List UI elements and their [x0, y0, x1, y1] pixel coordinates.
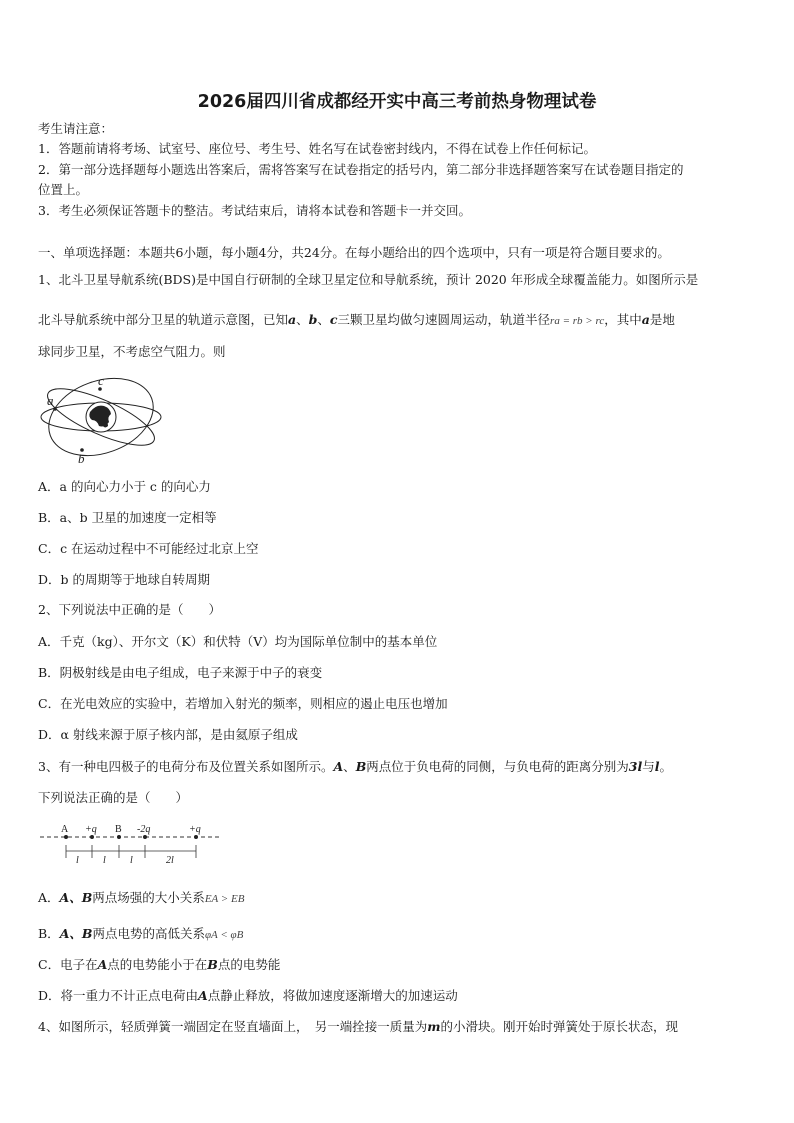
satellite-orbit-diagram — [36, 370, 166, 466]
q2-option-c: C．在光电效应的实验中，若增加入射光的频率，则相应的遏止电压也增加 — [38, 696, 448, 711]
label-a: a — [47, 393, 54, 408]
spacing-4: 2l — [166, 855, 174, 866]
q2-option-d: D．α 射线来源于原子核内部，是由氦原子组成 — [38, 727, 298, 742]
q3-stem-line1: 3、有一种电四极子的电荷分布及位置关系如图所示。A、B两点位于负电荷的同侧，与负电荷的距离分别为3l与l。 — [38, 759, 673, 774]
spacing-3: l — [130, 855, 133, 866]
label-c: c — [98, 373, 104, 388]
spacing-1: l — [76, 855, 79, 866]
q1-option-a: A．a 的向心力小于 c 的向心力 — [38, 479, 211, 494]
charge-minus-2q — [143, 835, 147, 839]
q4-stem-line1: 4、如图所示，轻质弹簧一端固定在竖直墙面上， 另一端拴接一质量为m的小滑块。刚开始时弹簧处于原长状态，现 — [38, 1019, 678, 1034]
spacing-2: l — [103, 855, 106, 866]
q1-option-b: B．a、b 卫星的加速度一定相等 — [38, 510, 217, 525]
notice-item: 3．考生必须保证答题卡的整洁。考试结束后，请将本试卷和答题卡一并交回。 — [38, 203, 471, 218]
notice-item: 1．答题前请将考场、试室号、座位号、考生号、姓名写在试卷密封线内，不得在试卷上作任何标记。 — [38, 141, 596, 156]
satellite-a — [53, 407, 57, 411]
label-B: B — [115, 824, 122, 835]
q1-option-c: C．c 在运动过程中不可能经过北京上空 — [38, 541, 259, 556]
point-A — [64, 835, 68, 839]
q3-option-b: B．A、B两点电势的高低关系φA < φB — [38, 926, 244, 941]
q1-stem-line1: 1、北斗卫星导航系统(BDS)是中国自行研制的全球卫星定位和导航系统，预计 2020 年形成全球覆盖能力。如图所示是 — [38, 272, 699, 287]
exam-title: 2026届四川省成都经开实中高三考前热身物理试卷 — [197, 92, 597, 112]
charge-plus-q-1 — [90, 835, 94, 839]
label-plus-q-2: +q — [189, 824, 201, 835]
notice-heading: 考生请注意： — [38, 121, 114, 136]
q3-option-a: A．A、B两点场强的大小关系EA > EB — [38, 890, 245, 905]
orbit-radius-formula: ra = rb > rc — [550, 315, 605, 327]
label-b: b — [78, 451, 85, 466]
label-plus-q-1: +q — [85, 824, 97, 835]
q1-stem-line3: 球同步卫星，不考虑空气阻力。则 — [38, 344, 226, 359]
q2-stem: 2、下列说法中正确的是（ ） — [38, 602, 221, 617]
q3-stem-line2: 下列说法正确的是（ ） — [38, 790, 189, 805]
label-minus-2q: -2q — [137, 824, 151, 835]
q1-stem-line2: 北斗导航系统中部分卫星的轨道示意图，已知a、b、c三颗卫星均做匀速圆周运动，轨道半径ra = rb > rc，其中a是地 — [38, 312, 675, 327]
q3-option-d: D．将一重力不计正点电荷由A点静止释放，将做加速度逐渐增大的加速运动 — [38, 988, 458, 1003]
q2-option-a: A．千克（kg）、开尔文（K）和伏特（V）均为国际单位制中的基本单位 — [38, 634, 438, 649]
label-A: A — [61, 824, 69, 835]
point-B — [117, 835, 121, 839]
charge-plus-q-2 — [194, 835, 198, 839]
q3-option-c: C．电子在A点的电势能小于在B点的电势能 — [38, 957, 281, 972]
notice-item: 位置上。 — [38, 182, 89, 197]
notice-item: 2．第一部分选择题每小题选出答案后，需将答案写在试卷指定的括号内，第二部分非选择题答案写在试卷题目指定的 — [38, 162, 684, 177]
q2-option-b: B．阴极射线是由电子组成，电子来源于中子的衰变 — [38, 665, 323, 680]
quadrupole-diagram — [38, 820, 223, 868]
q1-option-d: D．b 的周期等于地球自转周期 — [38, 572, 210, 587]
section-heading: 一、单项选择题：本题共6小题，每小题4分，共24分。在每小题给出的四个选项中，只有一项是符合题目要求的。 — [38, 245, 670, 260]
